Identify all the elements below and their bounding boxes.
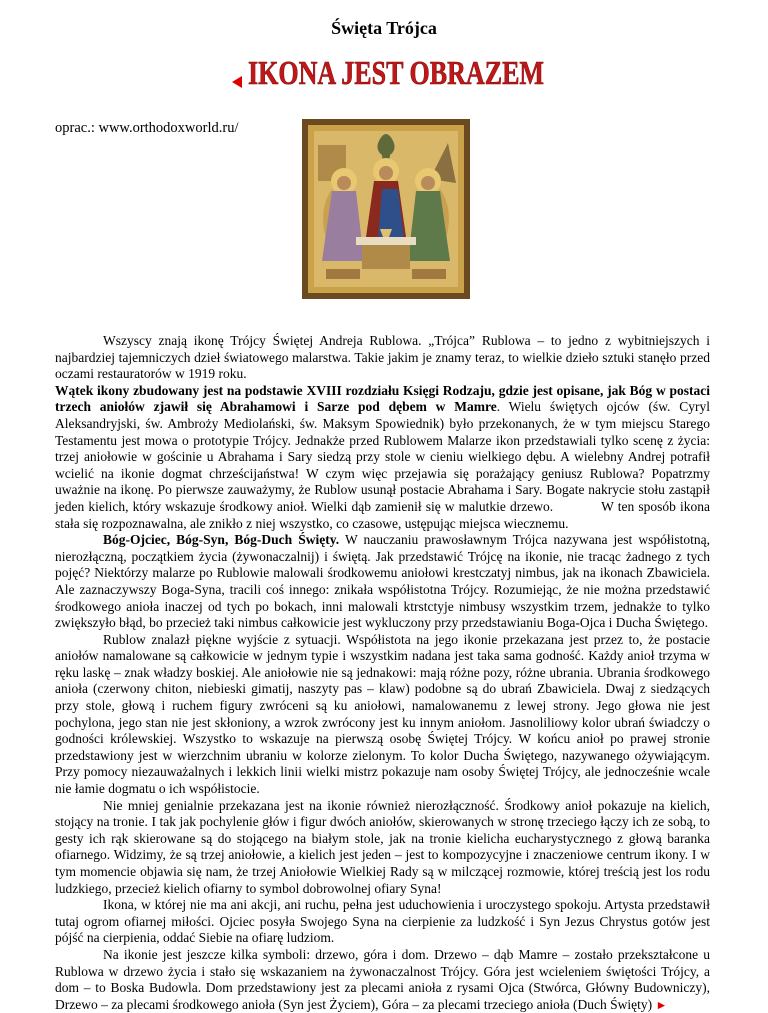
paragraph-love: Ikona, w której nie ma ani akcji, ani ruchu, pełna jest uduchowienia i uroczystego spokoju. Artysta przedstawił tutaj ogrom ofiarnej miłości. Ojciec posyła Swojego Syna na cierpienie za ludzkość i Syn Jezus Chrystus gotów jest pójść na cierpienia, oddać Siebie na ofiarę ludziom. — [55, 897, 710, 946]
next-arrow-icon[interactable]: ► — [655, 997, 668, 1012]
paragraph-trinity-text: W nauczaniu prawosławnym Trójca nazywana jest współistotną, nierozłączną, początkiem życia (żywonaczalnij) i świętą. Jak przedstawić Trójcę na ikonie, nie tracąc żadnego z tych pojęć? Niektórzy malarze po Rublowie malowali środkowemu aniołowi krestczatyj nimbus, jak na ikonach Zbawiciela. Ale zaznaczywszy Boga-Syna, tracili coś innego: znikała współistotna Trójcy. Rozumiejąc, że nie można przedstawić środkowego anioła inaczej od tych po bokach, inni malowali ktrstctyje nimbusy wszystkim trzem, jednakże to tylko zwiększyło błąd, bo przecież taki nimbus całkowicie jest wykluczony przy przedstawianiu Boga-Ojca i Ducha Świętego. — [55, 532, 710, 631]
paragraph-symbols-text: Na ikonie jest jeszcze kilka symboli: drzewo, góra i dom. Drzewo – dąb Mamre – zostało przekształcone u Rublowa w drzewo życia i stało się wskazaniem na żywonaczalnost Trójcy. Góra jest wcieleniem świętości Trójcy, a dom – to Boska Budowla. Dom przedstawiony jest za plecami anioła z rysami Ojca (Stwórca, Główny Budowniczy), Drzewo – za plecami środkowego anioła (Syn jest Życiem), Góra – za plecami trzeciego anioła (Duch Święty) — [55, 946, 710, 1012]
paragraph-plot-bold: Wątek ikony zbudowany jest na podstawie XVIII rozdziału Księgi Rodzaju, gdzie jest opisane, jak Bóg w postaci trzech aniołów zjawił się Abrahamowi i Sarze pod dębem w Mamre — [55, 382, 710, 415]
paragraph-trinity-bold: Bóg-Ojciec, Bóg-Syn, Bóg-Duch Święty. — [103, 532, 340, 548]
page-title: Święta Trójca — [331, 18, 437, 38]
paragraph-inseparability: Nie mniej genialnie przekazana jest na ikonie również nierozłączność. Środkowy anioł pokazuje na kielich, stojący na tronie. I tak jak pochylenie głów i figur dwóch aniołów, skierowanych w stronę trzeciego łączy ich ze sobą, to gesty ich rąk skierowane są do stojącego na białym stole, jak na tronie kielicha eucharystycznego z głową baranka ofiarnego. Widzimy, że są trzej aniołowie, a kielich jest jeden – jest to kompozycyjne i znaczeniowe centrum ikony. I w tym momencie objawia się nam, że trzej Aniołowie Wielkiej Rady są w milczącej rozmowie, której treścią jest los rodu ludzkiego, przecież kielich ofiarny to symbol dobrowolnej ofiary Syna! — [55, 797, 710, 896]
banner-logo — [230, 52, 550, 92]
paragraph-symbols — [55, 947, 710, 1013]
banner-arrow-icon — [232, 76, 242, 88]
paragraph-solution: Rublow znalazł piękne wyjście z sytuacji. Współistota na jego ikonie przekazana jest przez to, że postacie aniołów namalowane są całkowicie w jednym typie i wszystkim nadana jest taka sama godność. Każdy anioł trzyma w ręku laskę – znak władzy boskiej. Ale aniołowie nie są jednakowi: mają różne pozy, różne ubrania. Ubrania środkowego anioła (czerwony chiton, niebieski gimatij, naszyty pas – klaw) podobne są do ubrań Zbawiciela. Dwaj z siedzących przy stole, głową i ruchem figury zwróceni są ku aniołowi, namalowanemu z lewej strony. Jego głowa nie jest pochylona, jego stan nie jest skłoniony, a wzrok zwrócony jest ku innym aniołom. Jasnoliliowy kolor ubrań świadczy o godności królewskiej. Wszystko to wskazuje na pierwszą osobę Świętej Trójcy. W końcu anioł po prawej stronie przedstawiony jest w wierzchnim ubraniu w kolorze zielonym. To kolor Ducha Świętego, nazywanego ożywiającym. Przy pomocy niezauważalnych i lekkich linii wielki mistrz pokazuje nam osoby Świętej Trójcy, ale jednocześnie wcale nie łamie dogmatu o ich współistocie. — [55, 631, 710, 797]
paragraph-intro: Wszyscy znają ikonę Trójcy Świętej Andreja Rublowa. „Trójca” Rublowa – to jedno z wybitniejszych i najbardziej tajemniczych dzieł światowego malarstwa. Takie jakim je znamy teraz, to wielkie dzieło sztuki stanęło przed oczami restauratorów w 1919 roku. — [55, 333, 710, 382]
trinity-icon-image — [302, 119, 470, 299]
paragraph-trinity — [55, 532, 710, 632]
banner-text: IKONA JEST OBRAZEM — [248, 55, 544, 92]
source-line: oprac.: www.orthodoxworld.ru/ — [55, 120, 239, 136]
paragraph-plot — [55, 383, 710, 532]
paragraph-plot-text: . Wielu świętych ojców (św. Cyryl Aleksandryjski, św. Ambroży Mediolański, św. Maksym Spowiednik) było przekonanych, że w tym miejscu Starego Testamentu jest mowa o prototypie Trójcy. Jednakże przed Rublowem Malarze ikon przedstawiali tylko scenę z życia: trzej aniołowie w gościnie u Abrahama i Sary siedzą przy stole w cieniu wielkiego dębu. A wielebny Andrej potrafił wcielić na ikonie dogmat chrześcijaństwa! W czym więc przejawia się porażający geniusz Rublowa? Popatrzmy uważnie na ikonę. Po pierwsze zauważymy, że Rublow usunął postacie Abrahama i Sary. Bogate nakrycie stołu zastąpił jeden kielich, który wskazuje środkowy anioł. Wielki dąb zamienił się w malutkie drzewo. — [55, 399, 710, 514]
article-body — [55, 333, 710, 1013]
paragraph-plot-tail: W ten sposób ikona stała się rozpoznawalna, ale znikło z niej wszystko, co czasowe, ustępując miejsca wiecznemu. — [55, 498, 710, 531]
